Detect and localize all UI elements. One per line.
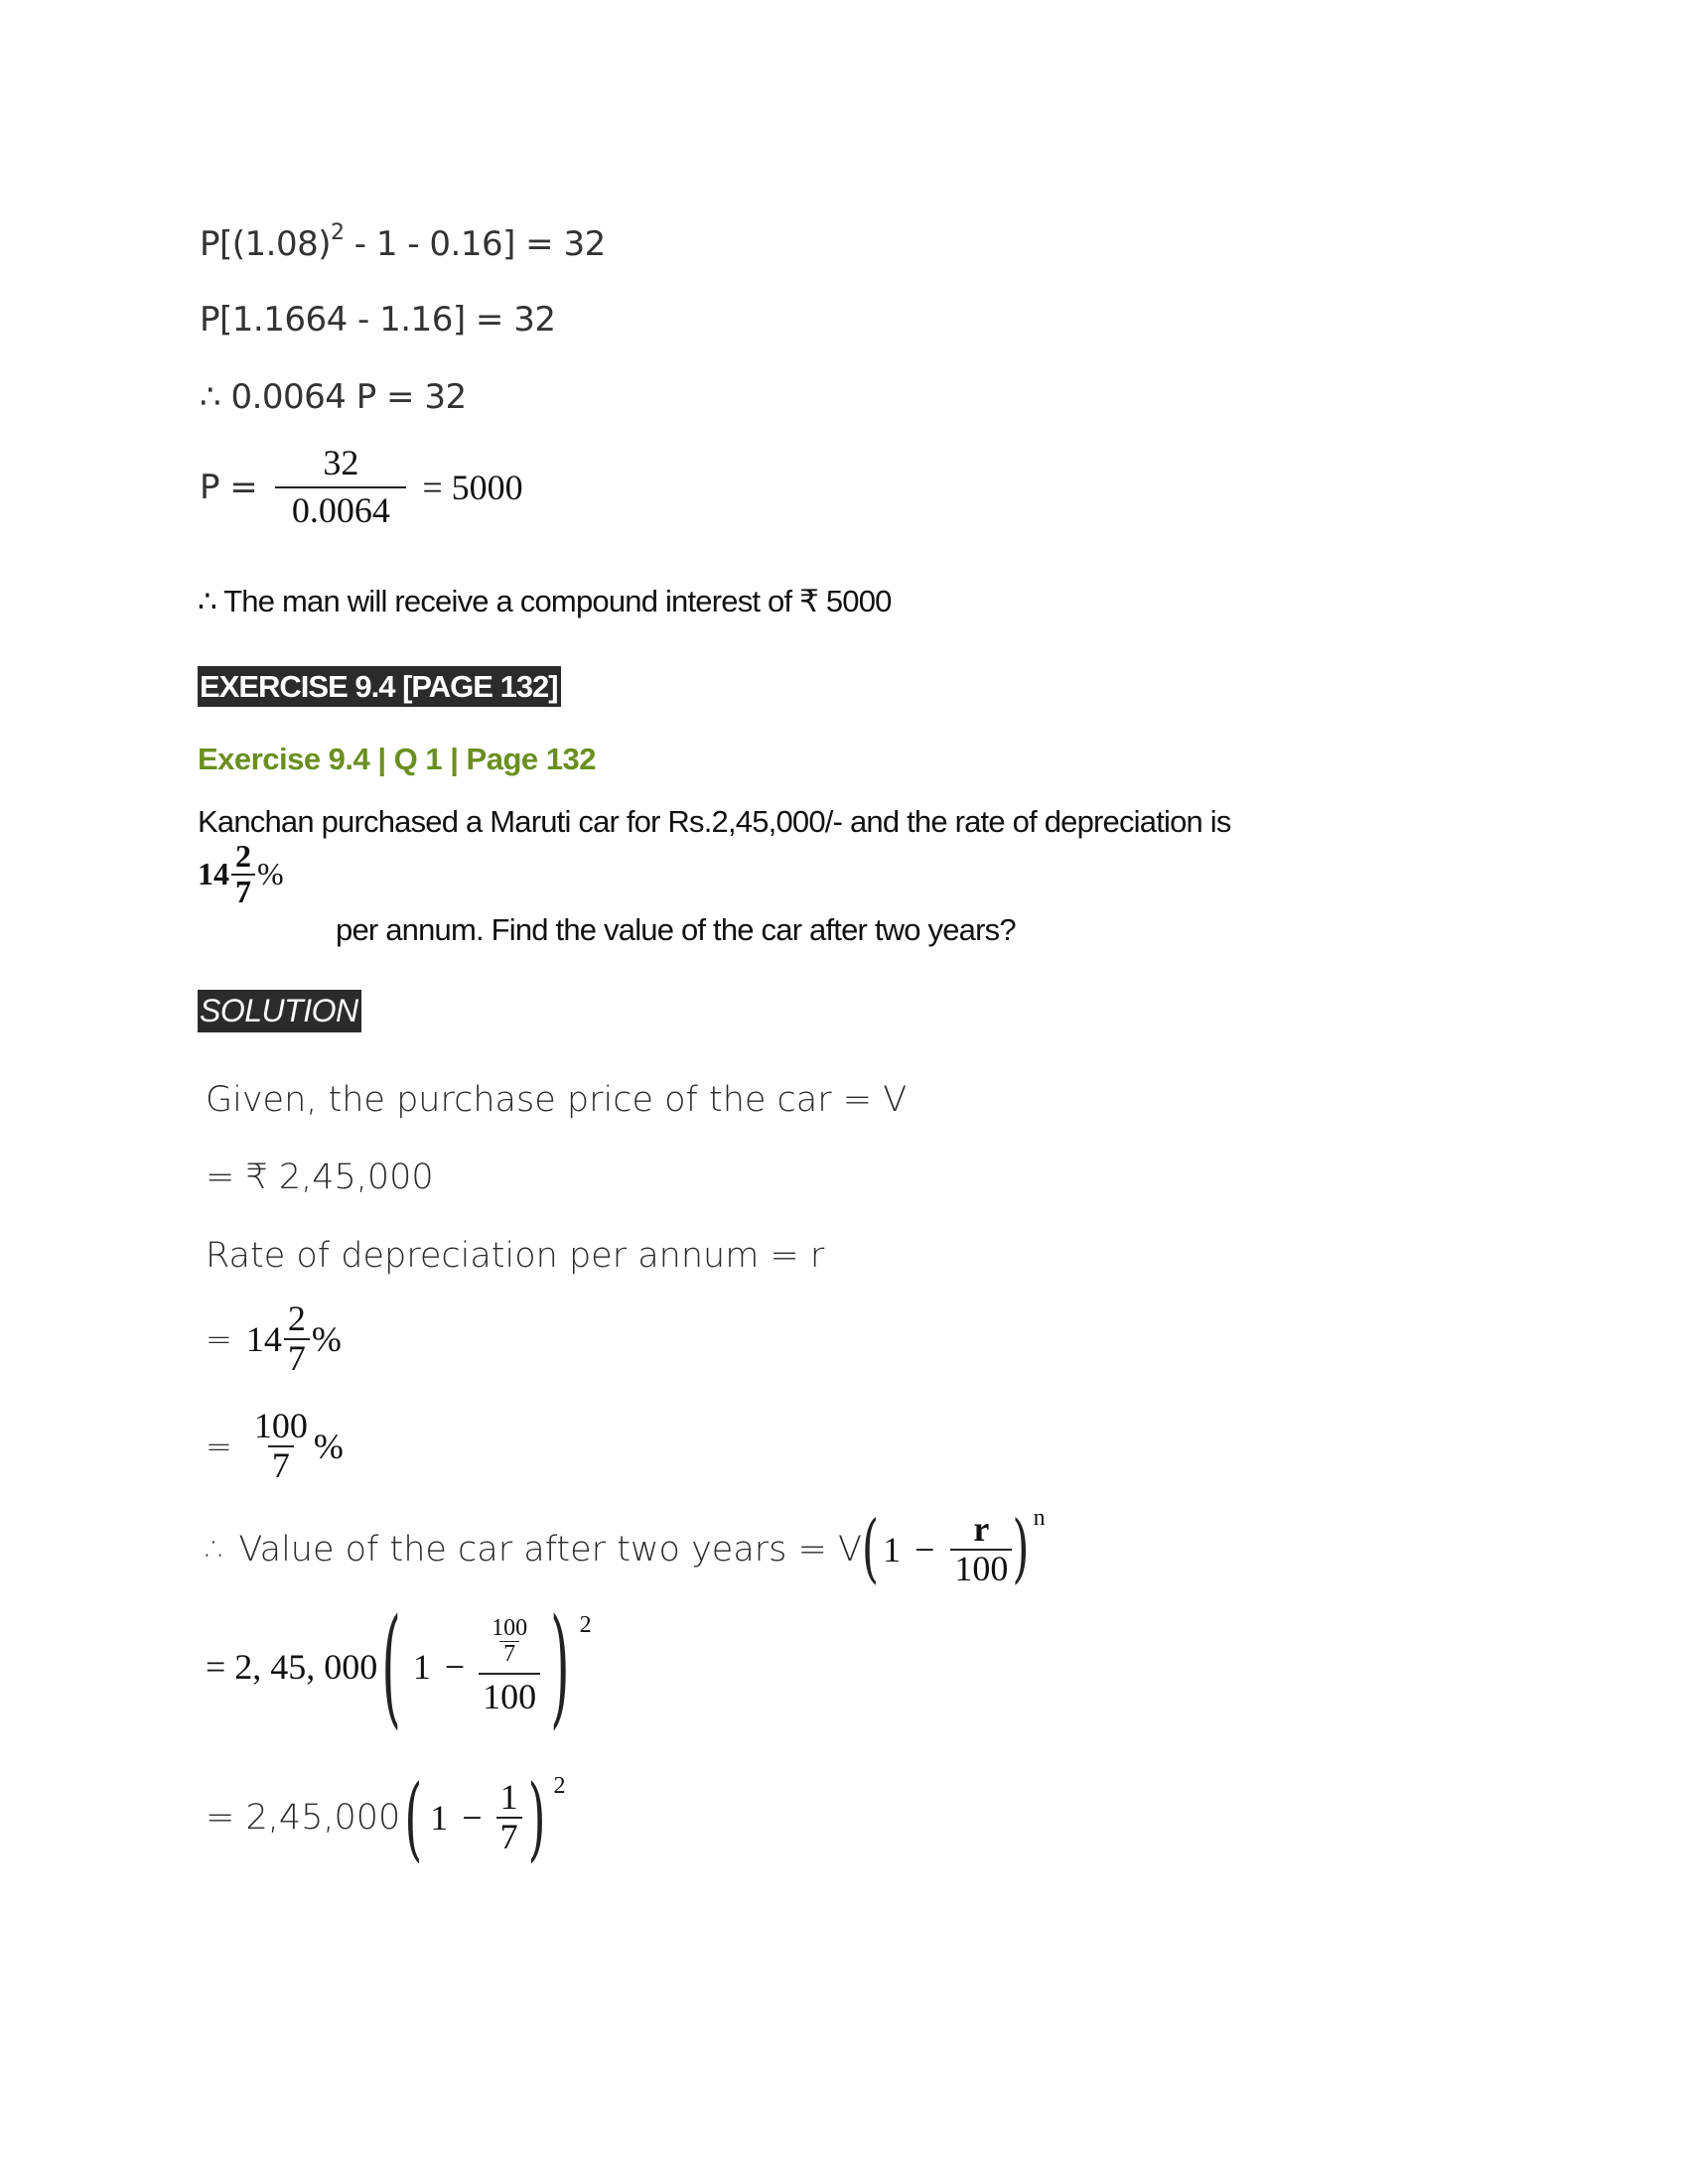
left-paren: ( bbox=[861, 1506, 880, 1593]
solution-label: SOLUTION bbox=[198, 990, 361, 1032]
exponent: 2 bbox=[553, 1773, 566, 1799]
question-heading-link[interactable]: Exercise 9.4 | Q 1 | Page 132 bbox=[198, 742, 596, 776]
fraction bbox=[275, 445, 406, 530]
exponent: 2 bbox=[331, 220, 345, 245]
numerator: 1 bbox=[499, 1777, 518, 1817]
rate-improper-fraction bbox=[206, 1408, 344, 1485]
one: 1 bbox=[883, 1529, 902, 1570]
exercise-header: EXERCISE 9.4 [PAGE 132] bbox=[198, 666, 561, 707]
right-paren: ) bbox=[550, 1591, 570, 1741]
percent-sign: % bbox=[313, 1426, 344, 1466]
right-paren: ) bbox=[1012, 1506, 1030, 1593]
fraction bbox=[488, 1616, 531, 1667]
left-paren: ( bbox=[381, 1591, 401, 1741]
denominator: 0.0064 bbox=[275, 486, 406, 530]
equation-rhs: = 5000 bbox=[422, 467, 523, 507]
denominator: 100 bbox=[479, 1673, 540, 1716]
left-paren: ( bbox=[404, 1763, 423, 1871]
numerator: 100 bbox=[253, 1406, 308, 1445]
equation-lhs: P = bbox=[200, 467, 258, 507]
equation-part: P[(1.08) bbox=[200, 224, 331, 264]
conclusion-text: ∴ The man will receive a compound interest of ₹ 5000 bbox=[198, 584, 892, 618]
given-text: Given, the purchase price of the car = V bbox=[206, 1080, 908, 1120]
denominator: 7 bbox=[496, 1817, 522, 1856]
principal-value: = 2, 45, 000 bbox=[206, 1646, 378, 1687]
question-rate-fraction bbox=[198, 840, 284, 908]
numerator: 100 bbox=[492, 1615, 528, 1641]
numerator: 32 bbox=[323, 443, 359, 482]
numerator: r bbox=[973, 1509, 990, 1549]
equation-line-2: P[1.1664 - 1.16] = 32 bbox=[200, 300, 556, 340]
principal-value: = 2,45,000 bbox=[206, 1797, 401, 1838]
price-value: = ₹ 2,45,000 bbox=[206, 1158, 434, 1197]
denominator: 7 bbox=[268, 1445, 294, 1485]
inner-fraction bbox=[484, 1616, 535, 1673]
minus-sign: − bbox=[462, 1797, 483, 1838]
exponent: n bbox=[1033, 1505, 1046, 1531]
numerator: 2 bbox=[235, 838, 251, 874]
minus-sign: − bbox=[444, 1646, 466, 1687]
denominator: 100 bbox=[950, 1549, 1012, 1588]
denominator: 7 bbox=[284, 1338, 310, 1378]
fraction bbox=[250, 1408, 312, 1485]
equation-line-3: ∴ 0.0064 P = 32 bbox=[200, 377, 467, 417]
exponent: 2 bbox=[579, 1612, 592, 1638]
question-text-line-2: per annum. Find the value of the car after two years? bbox=[336, 912, 1016, 947]
equals-sign: = bbox=[206, 1319, 232, 1358]
whole-part: 14 bbox=[245, 1318, 282, 1359]
equation-line-1 bbox=[200, 220, 606, 264]
one: 1 bbox=[412, 1646, 431, 1687]
calculation-step-2 bbox=[206, 1763, 566, 1871]
rate-mixed-fraction bbox=[206, 1300, 342, 1378]
fraction bbox=[496, 1779, 522, 1856]
whole-part: 14 bbox=[198, 856, 229, 892]
denominator: 7 bbox=[231, 874, 255, 909]
fraction bbox=[231, 840, 255, 908]
calculation-step-1 bbox=[206, 1591, 592, 1741]
equation-line-4 bbox=[200, 445, 523, 530]
numerator: 2 bbox=[287, 1298, 306, 1338]
formula-label: ∴ Value of the car after two years = V bbox=[206, 1529, 862, 1570]
denominator: 7 bbox=[499, 1641, 519, 1667]
percent-sign: % bbox=[257, 856, 284, 892]
compound-fraction bbox=[479, 1616, 540, 1716]
equation-part: - 1 - 0.16] = 32 bbox=[344, 224, 606, 264]
fraction bbox=[284, 1300, 310, 1378]
one: 1 bbox=[430, 1797, 449, 1838]
value-formula bbox=[206, 1505, 1046, 1593]
right-paren: ) bbox=[527, 1763, 546, 1871]
percent-sign: % bbox=[311, 1318, 342, 1359]
question-text-line-1: Kanchan purchased a Maruti car for Rs.2,45,000/- and the rate of depreciation is bbox=[198, 804, 1231, 839]
minus-sign: − bbox=[914, 1529, 935, 1570]
equals-sign: = bbox=[206, 1427, 232, 1465]
fraction bbox=[950, 1511, 1012, 1588]
rate-label: Rate of depreciation per annum = r bbox=[206, 1236, 825, 1276]
